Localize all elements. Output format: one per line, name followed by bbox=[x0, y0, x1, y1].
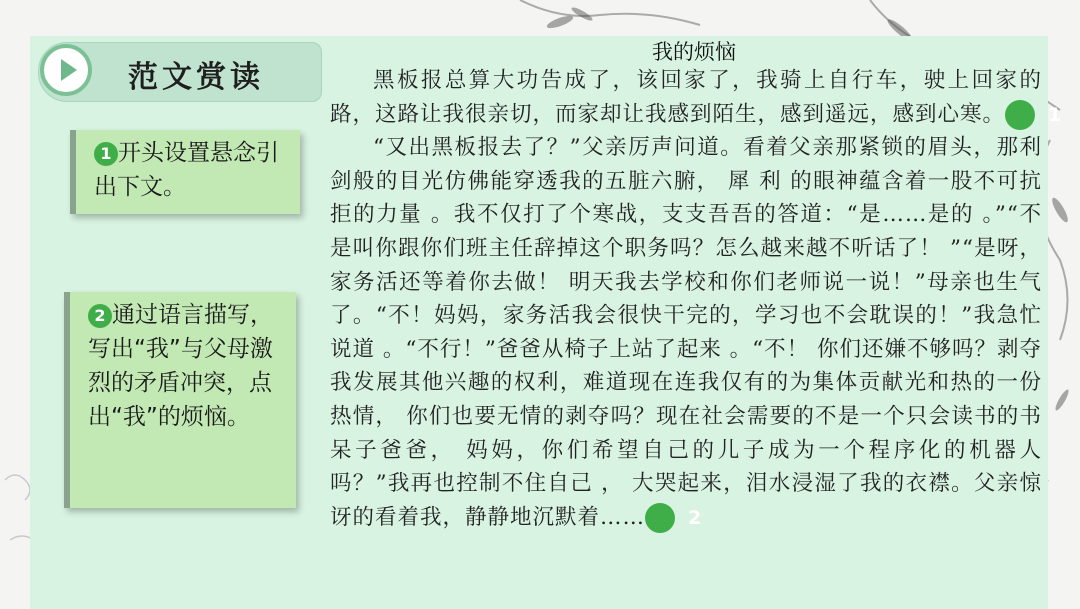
annotation-note-2 bbox=[64, 292, 296, 508]
section-title: 范文赏读 bbox=[128, 60, 264, 95]
article-paragraph-2 bbox=[330, 131, 1042, 534]
paragraph-2-text: “又出黑板报去了？”父亲厉声问道。看着父亲那紧锁的眉头，那利剑般的目光仿佛能穿透我的五脏六腑， 犀 利 的眼神蕴含着一股不可抗拒的力量 。我不仅打了个寒战，支支吾吾的答道：“是……是的 。”“不是叫你跟你们班主任辞掉这个职务吗？怎么越来越不听话了！ ”“是呀，家务活还等着你去做！ 明天我去学校和你们老师说一说！”母亲也生气了。“不！妈妈，家务活我会很快干完的，学习也不会耽误的！”我急忙说道 。“不行！”爸爸从椅子上站了起来 。“不！ 你们还嫌不够吗？剥夺我发展其他兴趣的权利，难道现在连我仅有的为集体贡献光和热的一份热情， 你们也要无情的剥夺吗？现在社会需要的不是一个只会读书的书呆子爸爸， 妈妈，你们希望自己的儿子成为一个程序化的机器人吗？”我再也控制不住自己 ， 大哭起来，泪水浸湿了我的衣襟。父亲惊讶的看着我，静静地沉默着…… bbox=[330, 135, 1042, 530]
paragraph-2-badge: 2 bbox=[645, 503, 675, 533]
article-paragraph-1 bbox=[330, 64, 1063, 131]
paragraph-1-text: 黑板报总算大功告成了，该回家了，我骑上自行车，驶上回家的路，这路让我很亲切，而家却让我感到陌生，感到遥远，感到心寒。 bbox=[330, 68, 1042, 127]
note-text-1: 开头设置悬念引出下文。 bbox=[94, 140, 279, 200]
note-badge-2: 2 bbox=[88, 304, 112, 328]
note-badge-1: 1 bbox=[94, 142, 118, 166]
annotation-note-1 bbox=[70, 130, 300, 214]
article-body bbox=[330, 64, 1063, 534]
play-button[interactable] bbox=[40, 44, 92, 96]
paragraph-1-badge: 1 bbox=[1005, 100, 1035, 130]
note-text-2: 通过语言描写，写出“我”与父母激烈的矛盾冲突，点出“我”的烦恼。 bbox=[88, 302, 273, 430]
play-icon bbox=[61, 59, 77, 81]
article-title: 我的烦恼 bbox=[652, 40, 736, 64]
